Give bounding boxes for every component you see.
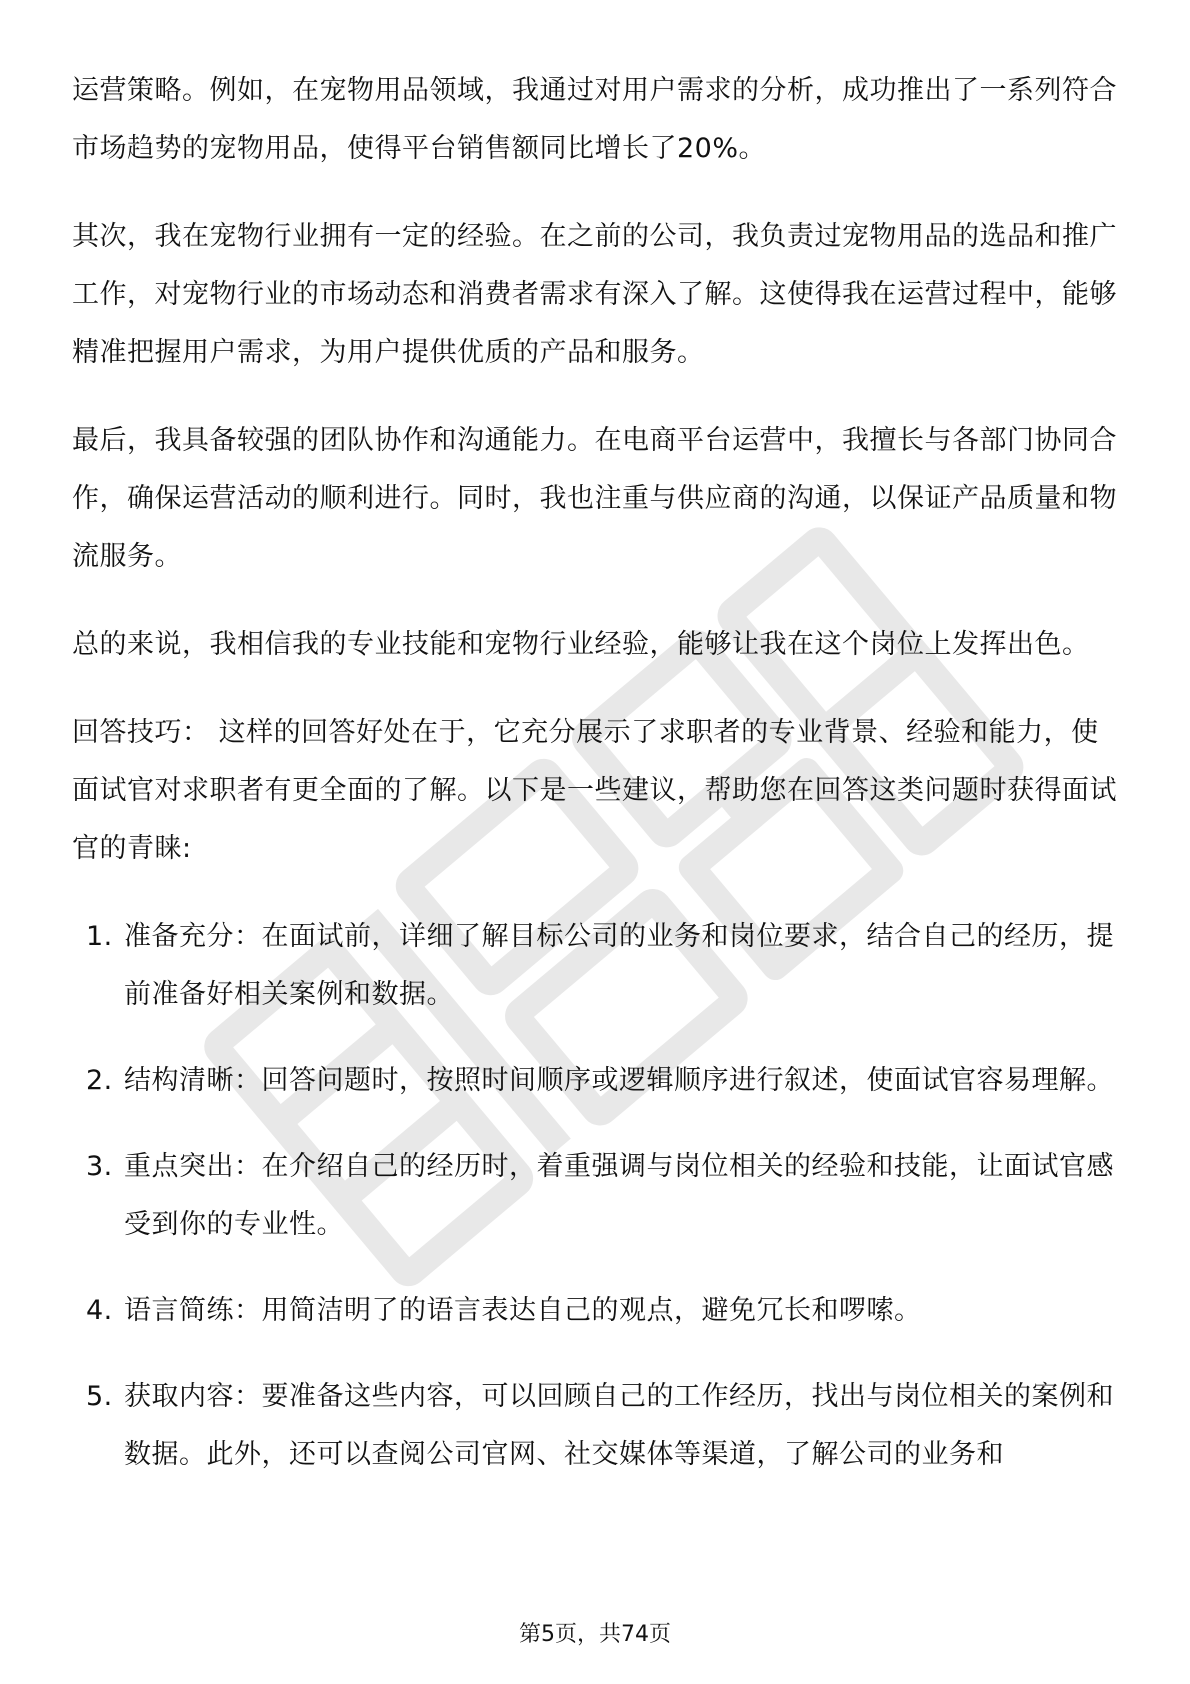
- list-text: 重点突出：在介绍自己的经历时，着重强调与岗位相关的经验和技能，让面试官感受到你的专业性。: [124, 1151, 1114, 1240]
- list-item: [72, 908, 1120, 1024]
- paragraph-teamwork: 最后，我具备较强的团队协作和沟通能力。在电商平台运营中，我擅长与各部门协同合作，确保运营活动的顺利进行。同时，我也注重与供应商的沟通，以保证产品质量和物流服务。: [72, 425, 1117, 572]
- list-text: 语言简练：用简洁明了的语言表达自己的观点，避免冗长和啰嗦。: [124, 1295, 922, 1326]
- paragraph-industry-experience: 其次，我在宠物行业拥有一定的经验。在之前的公司，我负责过宠物用品的选品和推广工作，对宠物行业的市场动态和消费者需求有深入了解。这使得我在运营过程中，能够精准把握用户需求，为用户提供优质的产品和服务。: [72, 221, 1117, 368]
- paragraph-strategy: 运营策略。例如，在宠物用品领域，我通过对用户需求的分析，成功推出了一系列符合市场趋势的宠物用品，使得平台销售额同比增长了20%。: [72, 75, 1117, 164]
- list-item: [72, 1052, 1120, 1110]
- list-item: [72, 1368, 1120, 1484]
- list-number: 3.: [86, 1151, 113, 1182]
- tips-list: [72, 908, 1120, 1484]
- paragraph-answer-tips: 回答技巧： 这样的回答好处在于，它充分展示了求职者的专业背景、经验和能力，使面试官对求职者有更全面的了解。以下是一些建议，帮助您在回答这类问题时获得面试官的青睐:: [72, 717, 1117, 864]
- list-item: [72, 1282, 1120, 1340]
- list-text: 获取内容：要准备这些内容，可以回顾自己的工作经历，找出与岗位相关的案例和数据。此外，还可以查阅公司官网、社交媒体等渠道，了解公司的业务和: [124, 1381, 1114, 1470]
- list-number: 5.: [86, 1381, 113, 1412]
- paragraph-summary: 总的来说，我相信我的专业技能和宠物行业经验，能够让我在这个岗位上发挥出色。: [72, 629, 1090, 660]
- page-number: 第5页，共74页: [519, 1622, 671, 1647]
- list-number: 1.: [86, 921, 113, 952]
- list-text: 准备充分：在面试前，详细了解目标公司的业务和岗位要求，结合自己的经历，提前准备好相关案例和数据。: [124, 921, 1114, 1010]
- list-text: 结构清晰：回答问题时，按照时间顺序或逻辑顺序进行叙述，使面试官容易理解。: [124, 1065, 1114, 1096]
- list-number: 2.: [86, 1065, 113, 1096]
- list-number: 4.: [86, 1295, 113, 1326]
- document-body: [72, 62, 1120, 1512]
- list-item: [72, 1138, 1120, 1254]
